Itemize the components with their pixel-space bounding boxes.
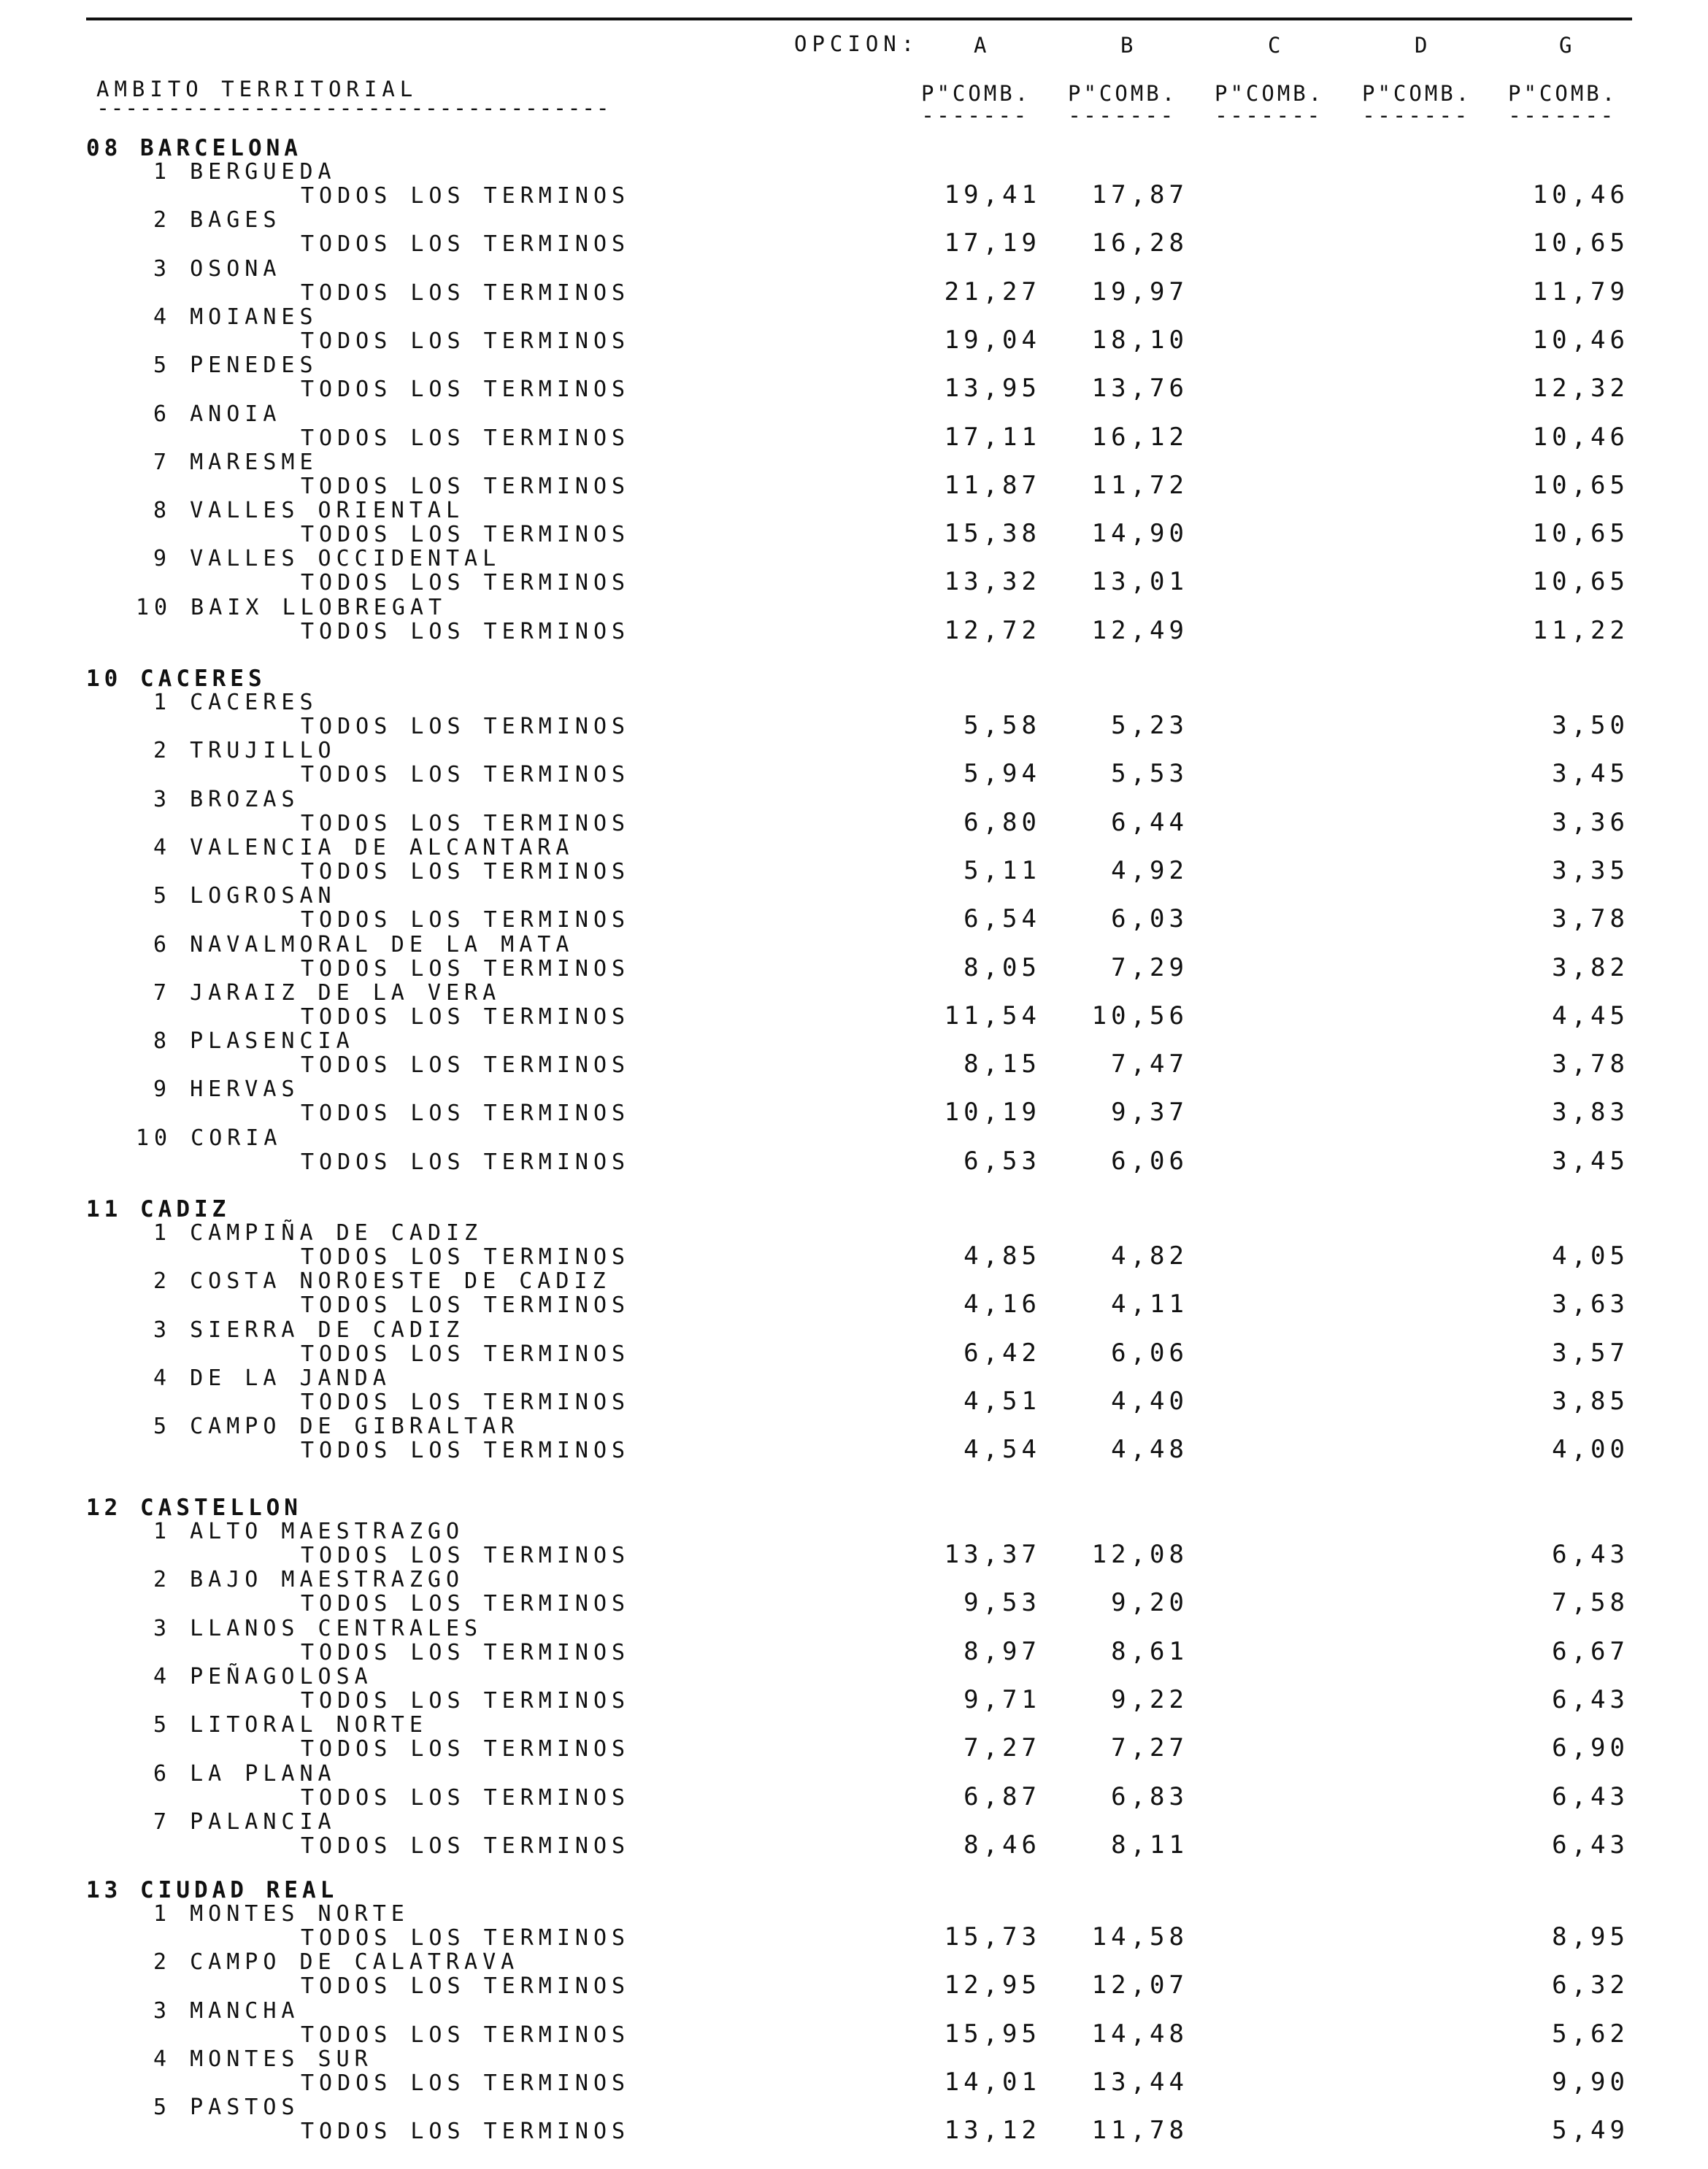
col-c-underline: ------- — [1215, 103, 1323, 128]
comarca-name: 4 VALENCIA DE ALCANTARA — [153, 834, 574, 860]
value-option-g: 5,49 — [1552, 2116, 1629, 2146]
value-option-b: 4,40 — [1111, 1386, 1188, 1416]
value-option-a: 21,27 — [944, 277, 1041, 307]
terms-label: TODOS LOS TERMINOS — [301, 1543, 631, 1568]
value-option-g: 3,45 — [1552, 759, 1629, 789]
value-option-b: 14,58 — [1091, 1922, 1188, 1952]
value-option-b: 14,90 — [1091, 519, 1188, 549]
terms-label: TODOS LOS TERMINOS — [301, 328, 631, 354]
comarca-name: 2 CAMPO DE CALATRAVA — [153, 1949, 520, 1976]
opcion-label: OPCION: — [794, 31, 920, 56]
terms-label: TODOS LOS TERMINOS — [301, 2022, 631, 2048]
value-option-b: 16,28 — [1091, 228, 1188, 258]
value-option-g: 5,62 — [1552, 2019, 1629, 2049]
value-option-a: 19,41 — [944, 180, 1041, 209]
value-option-b: 16,12 — [1091, 422, 1188, 452]
terms-label: TODOS LOS TERMINOS — [301, 762, 631, 788]
value-option-g: 4,45 — [1552, 1001, 1629, 1030]
terms-label: TODOS LOS TERMINOS — [301, 473, 631, 499]
terms-label: TODOS LOS TERMINOS — [301, 1687, 631, 1714]
value-option-b: 6,06 — [1111, 1338, 1188, 1368]
value-option-a: 11,87 — [944, 470, 1041, 500]
value-option-a: 12,72 — [944, 615, 1041, 645]
option-b-header: B — [1120, 33, 1139, 58]
comarca-name: 1 MONTES NORTE — [153, 1901, 409, 1927]
terms-label: TODOS LOS TERMINOS — [301, 907, 631, 933]
terms-label: TODOS LOS TERMINOS — [301, 522, 631, 548]
value-option-a: 9,53 — [963, 1588, 1041, 1618]
value-option-a: 13,95 — [944, 374, 1041, 404]
province-heading: 10 CACERES — [86, 666, 266, 692]
comarca-name: 5 CAMPO DE GIBRALTAR — [153, 1414, 520, 1440]
option-g-header: G — [1559, 33, 1577, 58]
value-option-b: 19,97 — [1091, 277, 1188, 307]
value-option-g: 3,35 — [1552, 855, 1629, 885]
col-g-label: P"COMB. — [1508, 81, 1618, 106]
province-heading: 12 CASTELLON — [86, 1495, 302, 1521]
value-option-b: 11,72 — [1091, 470, 1188, 500]
terms-label: TODOS LOS TERMINOS — [301, 280, 631, 306]
value-option-a: 8,97 — [963, 1636, 1041, 1666]
comarca-name: 10 CORIA — [136, 1125, 282, 1151]
value-option-g: 10,65 — [1532, 470, 1629, 500]
value-option-a: 6,54 — [963, 904, 1041, 934]
value-option-a: 10,19 — [944, 1098, 1041, 1128]
value-option-a: 7,27 — [963, 1733, 1041, 1763]
value-option-a: 4,54 — [963, 1435, 1041, 1465]
terms-label: TODOS LOS TERMINOS — [301, 2070, 631, 2096]
value-option-g: 3,78 — [1552, 1049, 1629, 1079]
value-option-a: 15,73 — [944, 1922, 1041, 1952]
value-option-g: 3,45 — [1552, 1146, 1629, 1176]
comarca-name: 4 DE LA JANDA — [153, 1365, 391, 1391]
value-option-b: 12,08 — [1091, 1540, 1188, 1569]
value-option-b: 14,48 — [1091, 2019, 1188, 2049]
value-option-b: 8,61 — [1111, 1636, 1188, 1666]
col-a-underline: ------- — [921, 103, 1029, 128]
terms-label: TODOS LOS TERMINOS — [301, 1389, 631, 1415]
comarca-name: 4 PEÑAGOLOSA — [153, 1663, 373, 1690]
value-option-b: 18,10 — [1091, 325, 1188, 355]
comarca-name: 2 BAGES — [153, 207, 282, 234]
value-option-a: 4,51 — [963, 1386, 1041, 1416]
comarca-name: 3 SIERRA DE CADIZ — [153, 1317, 465, 1343]
comarca-name: 9 VALLES OCCIDENTAL — [153, 546, 501, 572]
comarca-name: 5 LITORAL NORTE — [153, 1712, 428, 1738]
terms-label: TODOS LOS TERMINOS — [301, 1591, 631, 1617]
value-option-g: 3,85 — [1552, 1386, 1629, 1416]
terms-label: TODOS LOS TERMINOS — [301, 618, 631, 644]
value-option-b: 11,78 — [1091, 2116, 1188, 2146]
value-option-b: 8,11 — [1111, 1830, 1188, 1860]
terms-label: TODOS LOS TERMINOS — [301, 570, 631, 596]
value-option-b: 4,11 — [1111, 1290, 1188, 1319]
comarca-name: 5 PENEDES — [153, 352, 318, 379]
comarca-name: 1 CACERES — [153, 690, 318, 715]
value-option-a: 17,19 — [944, 228, 1041, 258]
comarca-name: 1 BERGUEDA — [153, 159, 336, 185]
value-option-g: 10,65 — [1532, 519, 1629, 549]
terms-label: TODOS LOS TERMINOS — [301, 810, 631, 836]
terms-label: TODOS LOS TERMINOS — [301, 714, 631, 739]
value-option-a: 15,38 — [944, 519, 1041, 549]
value-option-g: 10,65 — [1532, 228, 1629, 258]
value-option-b: 4,82 — [1111, 1241, 1188, 1271]
terms-label: TODOS LOS TERMINOS — [301, 1784, 631, 1811]
value-option-a: 11,54 — [944, 1001, 1041, 1030]
comarca-name: 3 MANCHA — [153, 1997, 300, 2024]
value-option-b: 6,83 — [1111, 1781, 1188, 1811]
value-option-a: 4,85 — [963, 1241, 1041, 1271]
value-option-g: 11,22 — [1532, 615, 1629, 645]
value-option-b: 4,48 — [1111, 1435, 1188, 1465]
comarca-name: 6 LA PLANA — [153, 1760, 336, 1787]
terms-label: TODOS LOS TERMINOS — [301, 425, 631, 451]
comarca-name: 7 PALANCIA — [153, 1808, 336, 1835]
value-option-g: 6,32 — [1552, 1970, 1629, 2000]
comarca-name: 2 COSTA NOROESTE DE CADIZ — [153, 1268, 611, 1295]
terms-label: TODOS LOS TERMINOS — [301, 1925, 631, 1951]
value-option-b: 6,06 — [1111, 1146, 1188, 1176]
terms-label: TODOS LOS TERMINOS — [301, 231, 631, 258]
value-option-b: 13,01 — [1091, 567, 1188, 597]
value-option-a: 14,01 — [944, 2067, 1041, 2097]
comarca-name: 5 LOGROSAN — [153, 883, 336, 909]
value-option-b: 12,07 — [1091, 1970, 1188, 2000]
value-option-a: 8,05 — [963, 952, 1041, 982]
terms-label: TODOS LOS TERMINOS — [301, 1341, 631, 1367]
value-option-g: 3,57 — [1552, 1338, 1629, 1368]
value-option-b: 9,22 — [1111, 1684, 1188, 1714]
terms-label: TODOS LOS TERMINOS — [301, 1052, 631, 1079]
value-option-g: 4,00 — [1552, 1435, 1629, 1465]
terms-label: TODOS LOS TERMINOS — [301, 1833, 631, 1859]
value-option-a: 19,04 — [944, 325, 1041, 355]
province-heading: 08 BARCELONA — [86, 135, 302, 161]
col-d-label: P"COMB. — [1362, 81, 1472, 106]
terms-label: TODOS LOS TERMINOS — [301, 1101, 631, 1127]
terms-label: TODOS LOS TERMINOS — [301, 1149, 631, 1175]
value-option-a: 4,16 — [963, 1290, 1041, 1319]
col-a-label: P"COMB. — [921, 81, 1031, 106]
top-rule — [86, 18, 1632, 20]
value-option-g: 6,43 — [1552, 1830, 1629, 1860]
value-option-g: 6,43 — [1552, 1781, 1629, 1811]
value-option-a: 6,87 — [963, 1781, 1041, 1811]
comarca-name: 4 MOIANES — [153, 304, 318, 330]
value-option-a: 12,95 — [944, 1970, 1041, 2000]
value-option-a: 6,80 — [963, 807, 1041, 837]
value-option-g: 3,36 — [1552, 807, 1629, 837]
terms-label: TODOS LOS TERMINOS — [301, 1438, 631, 1464]
ambito-territorial-label: AMBITO TERRITORIAL — [96, 77, 418, 101]
province-heading: 11 CADIZ — [86, 1196, 231, 1222]
value-option-g: 6,43 — [1552, 1684, 1629, 1714]
terms-label: TODOS LOS TERMINOS — [301, 377, 631, 403]
value-option-a: 8,46 — [963, 1830, 1041, 1860]
value-option-a: 8,15 — [963, 1049, 1041, 1079]
value-option-g: 11,79 — [1532, 277, 1629, 307]
value-option-g: 6,43 — [1552, 1540, 1629, 1569]
comarca-name: 8 PLASENCIA — [153, 1028, 355, 1055]
comarca-name: 3 LLANOS CENTRALES — [153, 1615, 483, 1641]
comarca-name: 1 ALTO MAESTRAZGO — [153, 1519, 465, 1544]
value-option-b: 13,44 — [1091, 2067, 1188, 2097]
value-option-b: 5,53 — [1111, 759, 1188, 789]
value-option-g: 3,78 — [1552, 904, 1629, 934]
comarca-name: 2 BAJO MAESTRAZGO — [153, 1567, 465, 1593]
ambito-underline: ------------------------------------ — [96, 96, 611, 121]
value-option-g: 4,05 — [1552, 1241, 1629, 1271]
comarca-name: 7 JARAIZ DE LA VERA — [153, 979, 501, 1006]
value-option-a: 13,32 — [944, 567, 1041, 597]
comarca-name: 5 PASTOS — [153, 2095, 300, 2121]
value-option-a: 6,42 — [963, 1338, 1041, 1368]
value-option-g: 10,46 — [1532, 325, 1629, 355]
col-b-underline: ------- — [1068, 103, 1176, 128]
comarca-name: 9 HERVAS — [153, 1076, 300, 1103]
comarca-name: 3 BROZAS — [153, 786, 300, 812]
value-option-a: 5,58 — [963, 711, 1041, 740]
value-option-b: 5,23 — [1111, 711, 1188, 740]
value-option-g: 9,90 — [1552, 2067, 1629, 2097]
value-option-a: 6,53 — [963, 1146, 1041, 1176]
value-option-b: 12,49 — [1091, 615, 1188, 645]
terms-label: TODOS LOS TERMINOS — [301, 1639, 631, 1665]
value-option-b: 7,29 — [1111, 952, 1188, 982]
col-g-underline: ------- — [1508, 103, 1616, 128]
value-option-g: 3,82 — [1552, 952, 1629, 982]
value-option-a: 13,12 — [944, 2116, 1041, 2146]
value-option-a: 15,95 — [944, 2019, 1041, 2049]
value-option-a: 9,71 — [963, 1684, 1041, 1714]
value-option-g: 8,95 — [1552, 1922, 1629, 1952]
value-option-b: 17,87 — [1091, 180, 1188, 209]
option-c-header: C — [1268, 33, 1286, 58]
terms-label: TODOS LOS TERMINOS — [301, 1003, 631, 1030]
comarca-name: 1 CAMPIÑA DE CADIZ — [153, 1220, 483, 1246]
option-a-header: A — [974, 33, 992, 58]
value-option-b: 6,44 — [1111, 807, 1188, 837]
terms-label: TODOS LOS TERMINOS — [301, 1736, 631, 1762]
value-option-g: 3,50 — [1552, 711, 1629, 740]
value-option-b: 4,92 — [1111, 855, 1188, 885]
value-option-a: 5,11 — [963, 855, 1041, 885]
value-option-a: 5,94 — [963, 759, 1041, 789]
col-c-label: P"COMB. — [1215, 81, 1325, 106]
terms-label: TODOS LOS TERMINOS — [301, 955, 631, 982]
value-option-g: 6,90 — [1552, 1733, 1629, 1763]
value-option-b: 6,03 — [1111, 904, 1188, 934]
value-option-b: 7,47 — [1111, 1049, 1188, 1079]
terms-label: TODOS LOS TERMINOS — [301, 1973, 631, 2000]
value-option-g: 3,63 — [1552, 1290, 1629, 1319]
comarca-name: 2 TRUJILLO — [153, 738, 336, 764]
value-option-a: 13,37 — [944, 1540, 1041, 1569]
comarca-name: 4 MONTES SUR — [153, 2046, 373, 2072]
province-heading: 13 CIUDAD REAL — [86, 1877, 339, 1903]
terms-label: TODOS LOS TERMINOS — [301, 1244, 631, 1270]
value-option-g: 3,83 — [1552, 1098, 1629, 1128]
terms-label: TODOS LOS TERMINOS — [301, 2119, 631, 2145]
comarca-name: 6 ANOIA — [153, 401, 282, 427]
value-option-b: 13,76 — [1091, 374, 1188, 404]
value-option-g: 6,67 — [1552, 1636, 1629, 1666]
comarca-name: 8 VALLES ORIENTAL — [153, 498, 465, 524]
option-d-header: D — [1415, 33, 1433, 58]
col-d-underline: ------- — [1362, 103, 1470, 128]
value-option-g: 7,58 — [1552, 1588, 1629, 1618]
value-option-g: 10,46 — [1532, 422, 1629, 452]
comarca-name: 7 MARESME — [153, 449, 318, 475]
terms-label: TODOS LOS TERMINOS — [301, 858, 631, 885]
terms-label: TODOS LOS TERMINOS — [301, 1292, 631, 1319]
value-option-g: 12,32 — [1532, 374, 1629, 404]
comarca-name: 10 BAIX LLOBREGAT — [136, 594, 447, 620]
value-option-b: 9,37 — [1111, 1098, 1188, 1128]
terms-label: TODOS LOS TERMINOS — [301, 183, 631, 209]
col-b-label: P"COMB. — [1068, 81, 1178, 106]
value-option-a: 17,11 — [944, 422, 1041, 452]
comarca-name: 6 NAVALMORAL DE LA MATA — [153, 931, 574, 958]
value-option-b: 10,56 — [1091, 1001, 1188, 1030]
value-option-g: 10,65 — [1532, 567, 1629, 597]
value-option-b: 7,27 — [1111, 1733, 1188, 1763]
comarca-name: 3 OSONA — [153, 255, 282, 282]
value-option-b: 9,20 — [1111, 1588, 1188, 1618]
value-option-g: 10,46 — [1532, 180, 1629, 209]
